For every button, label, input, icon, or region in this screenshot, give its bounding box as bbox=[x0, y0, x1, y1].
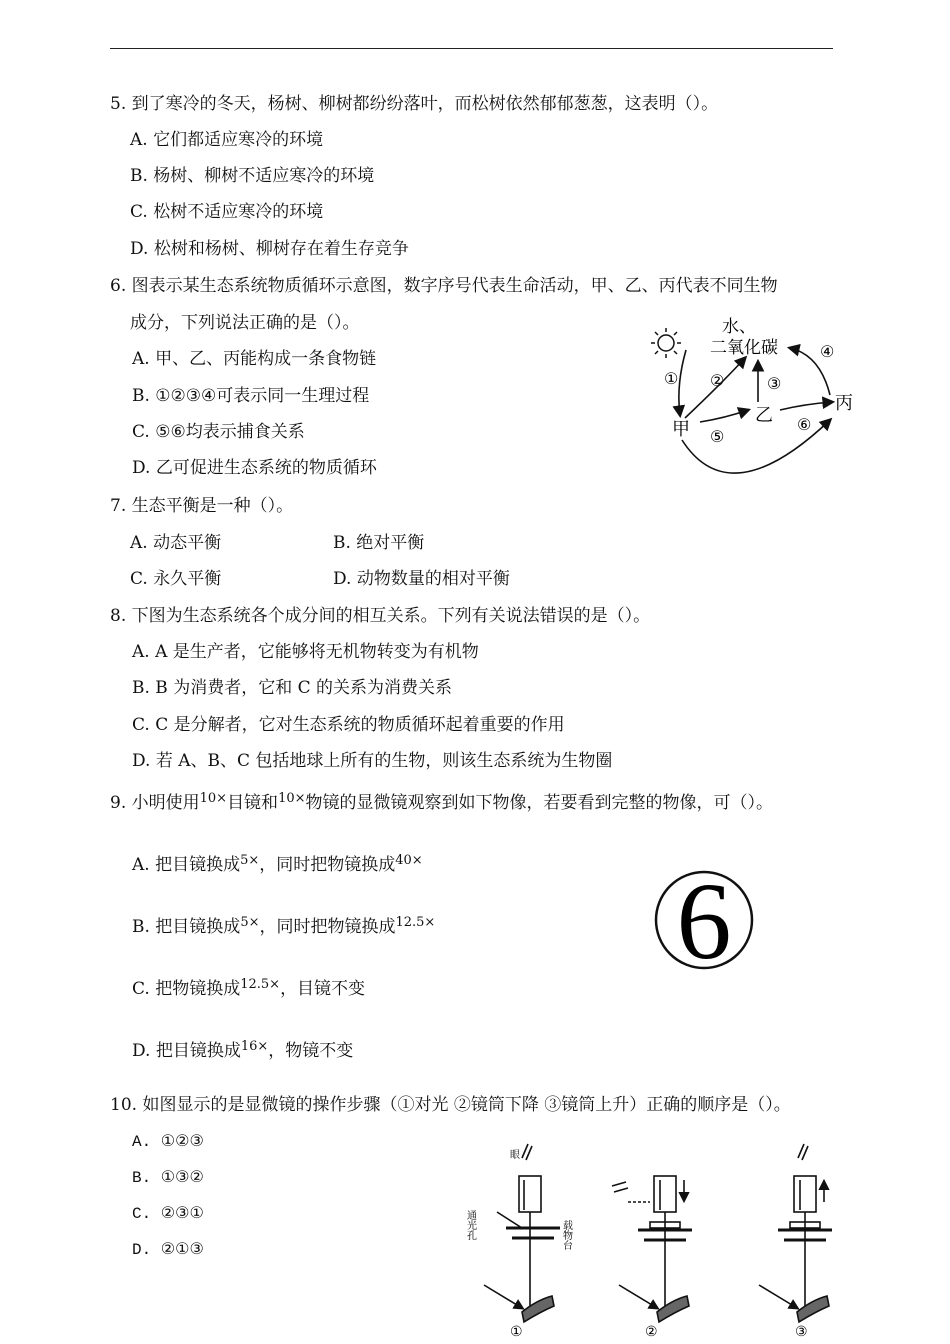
diagram-num-5: ⑤ bbox=[710, 427, 725, 446]
q9-a-text1: A. 把目镜换成 bbox=[132, 855, 241, 875]
q9-d-text1: D. 把目镜换成 bbox=[132, 1041, 241, 1061]
q5-option-b: B. 杨树、柳树不适应寒冷的环境 bbox=[130, 166, 375, 186]
eye-label: 眼 bbox=[510, 1150, 520, 1161]
q8-option-a: A. A 是生产者，它能够将无机物转变为有机物 bbox=[132, 642, 479, 662]
microscope-field-of-view bbox=[652, 868, 757, 973]
diagram-num-2: ② bbox=[710, 371, 725, 390]
q5-option-d: D. 松树和杨树、柳树存在着生存竞争 bbox=[130, 239, 409, 259]
eye-side-icon bbox=[612, 1182, 628, 1192]
q9-a-mag1: 5× bbox=[240, 853, 260, 868]
q9-d-text2: ，物镜不变 bbox=[268, 1041, 354, 1061]
q9-stem bbox=[110, 788, 773, 814]
field-image-char: 6 bbox=[676, 868, 732, 973]
diagram-num-3: ③ bbox=[767, 374, 782, 393]
q9-c-mag1: 12.5× bbox=[240, 977, 281, 992]
q9-stem-a: 9. 小明使用 bbox=[110, 793, 200, 813]
q7-stem: 7. 生态平衡是一种（）。 bbox=[110, 496, 294, 516]
q6-stem-line2: 成分，下列说法正确的是（）。 bbox=[130, 313, 360, 333]
q9-b-mag2: 12.5× bbox=[395, 915, 436, 930]
q6-option-b: B. ①②③④可表示同一生理过程 bbox=[132, 386, 370, 406]
microscope-step-2 bbox=[612, 1176, 692, 1322]
q9-mag-eyepiece: 10× bbox=[199, 791, 228, 806]
q8-option-c: C. C 是分解者，它对生态系统的物质循环起着重要的作用 bbox=[132, 715, 565, 735]
q7-option-d: D. 动物数量的相对平衡 bbox=[333, 569, 510, 589]
q8-option-d: D. 若 A、B、C 包括地球上所有的生物，则该生态系统为生物圈 bbox=[132, 751, 613, 771]
header-rule bbox=[110, 48, 833, 49]
eye-icon bbox=[522, 1144, 532, 1160]
q8-option-b: B. B 为消费者，它和 C 的关系为消费关系 bbox=[132, 678, 453, 698]
microscope-step-3 bbox=[759, 1144, 832, 1322]
q9-a-mag2: 40× bbox=[395, 853, 423, 868]
q9-mag-objective: 10× bbox=[278, 791, 306, 806]
microscope-steps-figure bbox=[462, 1140, 842, 1340]
q6-option-a: A. 甲、乙、丙能构成一条食物链 bbox=[132, 349, 377, 369]
stage-label: 载物台 bbox=[560, 1220, 572, 1250]
sun-icon bbox=[651, 328, 681, 358]
q9-b-text1: B. 把目镜换成 bbox=[132, 917, 241, 937]
q9-option-c bbox=[132, 974, 365, 1000]
q5-stem: 5. 到了寒冷的冬天，杨树、柳树都纷纷落叶，而松树依然郁郁葱葱，这表明（）。 bbox=[110, 94, 719, 114]
q9-stem-c: 物镜的显微镜观察到如下物像，若要看到完整的物像，可（）。 bbox=[305, 793, 773, 813]
arrow-1 bbox=[679, 350, 686, 415]
q10-option-a: A. ①②③ bbox=[132, 1133, 204, 1151]
q6-option-c: C. ⑤⑥均表示捕食关系 bbox=[132, 422, 305, 442]
diagram-co2-label: 二氧化碳 bbox=[710, 338, 778, 358]
diagram-bing: 丙 bbox=[835, 393, 853, 414]
q7-option-b: B. 绝对平衡 bbox=[333, 533, 425, 553]
q9-c-text2: ，目镜不变 bbox=[280, 979, 366, 999]
ecosystem-cycle-diagram bbox=[640, 310, 870, 495]
q5-option-a: A. 它们都适应寒冷的环境 bbox=[130, 130, 324, 150]
step-label-1: ① bbox=[510, 1324, 523, 1340]
q10-option-c: C. ②③① bbox=[132, 1205, 204, 1223]
diagram-num-4: ④ bbox=[820, 342, 835, 361]
arrow-6 bbox=[780, 402, 832, 410]
q7-option-a: A. 动态平衡 bbox=[130, 533, 222, 553]
light-hole-label: 通光孔 bbox=[464, 1210, 476, 1240]
arrow-5 bbox=[700, 410, 748, 422]
q10-option-b: B. ①③② bbox=[132, 1169, 204, 1187]
step-label-2: ② bbox=[645, 1324, 658, 1340]
q9-a-text2: ，同时把物镜换成 bbox=[259, 855, 396, 875]
diagram-yi: 乙 bbox=[755, 405, 773, 426]
q9-option-b bbox=[132, 912, 435, 938]
q9-option-a bbox=[132, 850, 423, 876]
q9-c-text1: C. 把物镜换成 bbox=[132, 979, 241, 999]
step-label-3: ③ bbox=[795, 1324, 808, 1340]
q9-stem-b: 目镜和 bbox=[227, 793, 279, 813]
diagram-num-6: ⑥ bbox=[797, 415, 812, 434]
q6-option-d: D. 乙可促进生态系统的物质循环 bbox=[132, 458, 377, 478]
q9-option-d bbox=[132, 1036, 353, 1062]
microscope-step-1 bbox=[484, 1144, 560, 1322]
q9-d-mag1: 16× bbox=[240, 1039, 269, 1054]
q10-stem: 10. 如图显示的是显微镜的操作步骤（①对光 ②镜筒下降 ③镜筒上升）正确的顺序是（）。 bbox=[110, 1095, 791, 1115]
diagram-jia: 甲 bbox=[672, 419, 690, 440]
q8-stem: 8. 下图为生态系统各个成分间的相互关系。下列有关说法错误的是（）。 bbox=[110, 606, 651, 626]
q7-option-c: C. 永久平衡 bbox=[130, 569, 222, 589]
eye-icon-3 bbox=[798, 1144, 808, 1160]
diagram-num-1: ① bbox=[664, 369, 679, 388]
q6-stem-line1: 6. 图表示某生态系统物质循环示意图，数字序号代表生命活动，甲、乙、丙代表不同生物 bbox=[110, 276, 778, 296]
diagram-water-label: 水、 bbox=[722, 317, 756, 337]
q9-b-mag1: 5× bbox=[240, 915, 260, 930]
q10-option-d: D. ②①③ bbox=[132, 1241, 204, 1259]
q5-option-c: C. 松树不适应寒冷的环境 bbox=[130, 202, 324, 222]
q9-b-text2: ，同时把物镜换成 bbox=[259, 917, 396, 937]
